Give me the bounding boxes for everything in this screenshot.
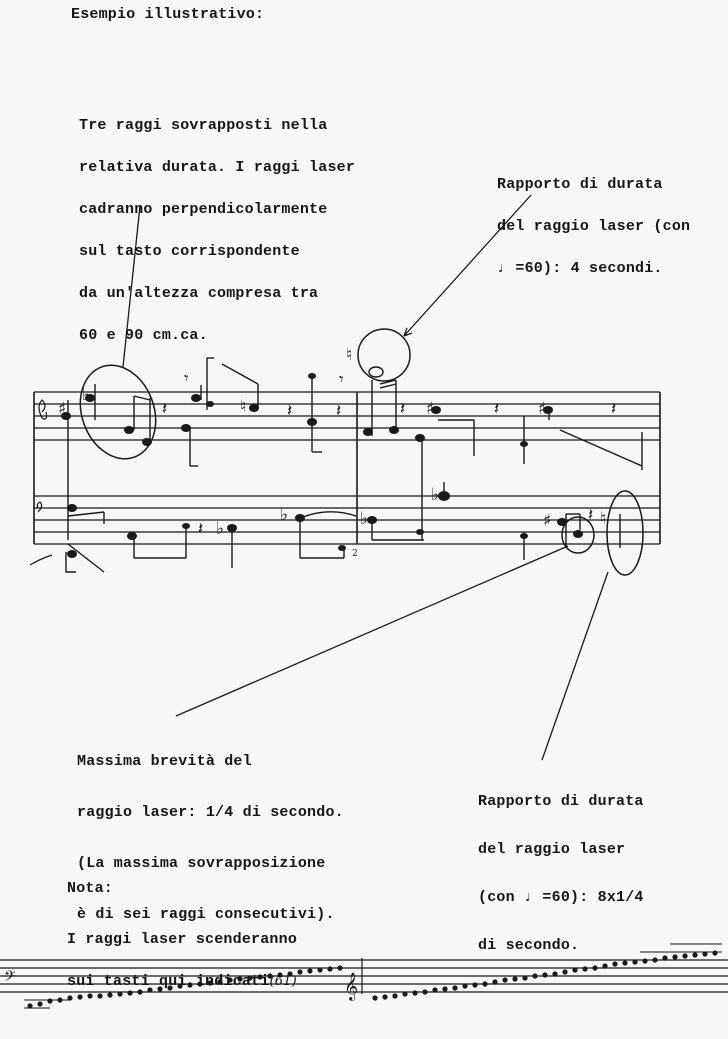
annotation-line: 60 e 90 cm.ca. xyxy=(79,327,208,344)
annotation-line: (con ♩ =60): 8x1/4 xyxy=(478,889,644,906)
music-glyphs xyxy=(58,345,616,559)
annotation-line: del raggio laser (con xyxy=(497,218,691,235)
annotation-line: (La massima sovrapposizione xyxy=(77,855,326,872)
annotation-line: Tre raggi sovrapposti nella xyxy=(79,117,328,134)
svg-text:♯: ♯ xyxy=(426,399,435,419)
svg-text:𝄾: 𝄾 xyxy=(339,370,344,390)
svg-text:♯: ♯ xyxy=(538,399,547,419)
note-line-with-ref xyxy=(67,975,297,989)
highlight-circles xyxy=(68,329,643,575)
note-title: Nota: xyxy=(67,880,114,897)
svg-text:♮: ♮ xyxy=(600,509,607,529)
note-line: sui tasti qui indicati xyxy=(67,973,270,990)
svg-text:𝄽: 𝄽 xyxy=(198,519,204,539)
annotation-line: ♩ =60): 4 secondi. xyxy=(497,260,663,277)
annotation-line: sul tasto corrispondente xyxy=(79,243,300,260)
svg-text:♭: ♭ xyxy=(82,385,91,405)
notes-stems xyxy=(68,358,642,540)
svg-text:𝄞: 𝄞 xyxy=(344,972,359,1000)
svg-text:𝄽: 𝄽 xyxy=(494,399,500,419)
page-heading: Esempio illustrativo: xyxy=(71,6,265,23)
svg-text:♮: ♮ xyxy=(346,345,353,365)
annotation-line: da un'altezza compresa tra xyxy=(79,285,319,302)
annotation-line: del raggio laser xyxy=(478,841,626,858)
svg-text:𝄾: 𝄾 xyxy=(184,369,189,389)
svg-text:𝄽: 𝄽 xyxy=(588,505,594,525)
svg-text:♮: ♮ xyxy=(240,397,247,417)
svg-text:𝄽: 𝄽 xyxy=(162,399,168,419)
annotation-line: raggio laser: 1/4 di secondo. xyxy=(77,804,344,821)
annotation-duration-8x xyxy=(478,762,644,970)
annotation-duration-4s xyxy=(497,150,690,290)
svg-text:♭: ♭ xyxy=(431,485,440,505)
annotation-line: di secondo. xyxy=(478,937,580,954)
svg-text:♭: ♭ xyxy=(216,519,225,539)
note-line: I raggi laser scenderanno xyxy=(67,931,298,948)
svg-text:2: 2 xyxy=(352,549,358,559)
svg-text:𝄽: 𝄽 xyxy=(400,399,406,419)
annotation-line: relativa durata. I raggi laser xyxy=(79,159,356,176)
svg-text:𝄽: 𝄽 xyxy=(336,401,342,421)
svg-text:♭: ♭ xyxy=(280,505,289,525)
annotation-line: è di sei raggi consecutivi). xyxy=(77,906,335,923)
page-reference: (61) xyxy=(269,974,297,989)
annotation-line: Rapporto di durata xyxy=(478,793,644,810)
annotation-line: Rapporto di durata xyxy=(497,176,663,193)
noteheads xyxy=(61,367,583,558)
annotation-three-beams xyxy=(79,91,355,357)
svg-text:♯: ♯ xyxy=(58,399,67,419)
svg-text:♭: ♭ xyxy=(360,509,369,529)
svg-text:♯: ♯ xyxy=(543,511,552,531)
note-body xyxy=(67,905,297,1003)
svg-text:𝄽: 𝄽 xyxy=(611,399,617,419)
svg-text:𝄢: 𝄢 xyxy=(4,968,16,989)
annotation-line: Massima brevità del xyxy=(77,753,252,770)
annotation-line: cadranno perpendicolarmente xyxy=(79,201,328,218)
svg-text:𝄽: 𝄽 xyxy=(287,401,293,421)
clef-marks xyxy=(37,400,46,512)
